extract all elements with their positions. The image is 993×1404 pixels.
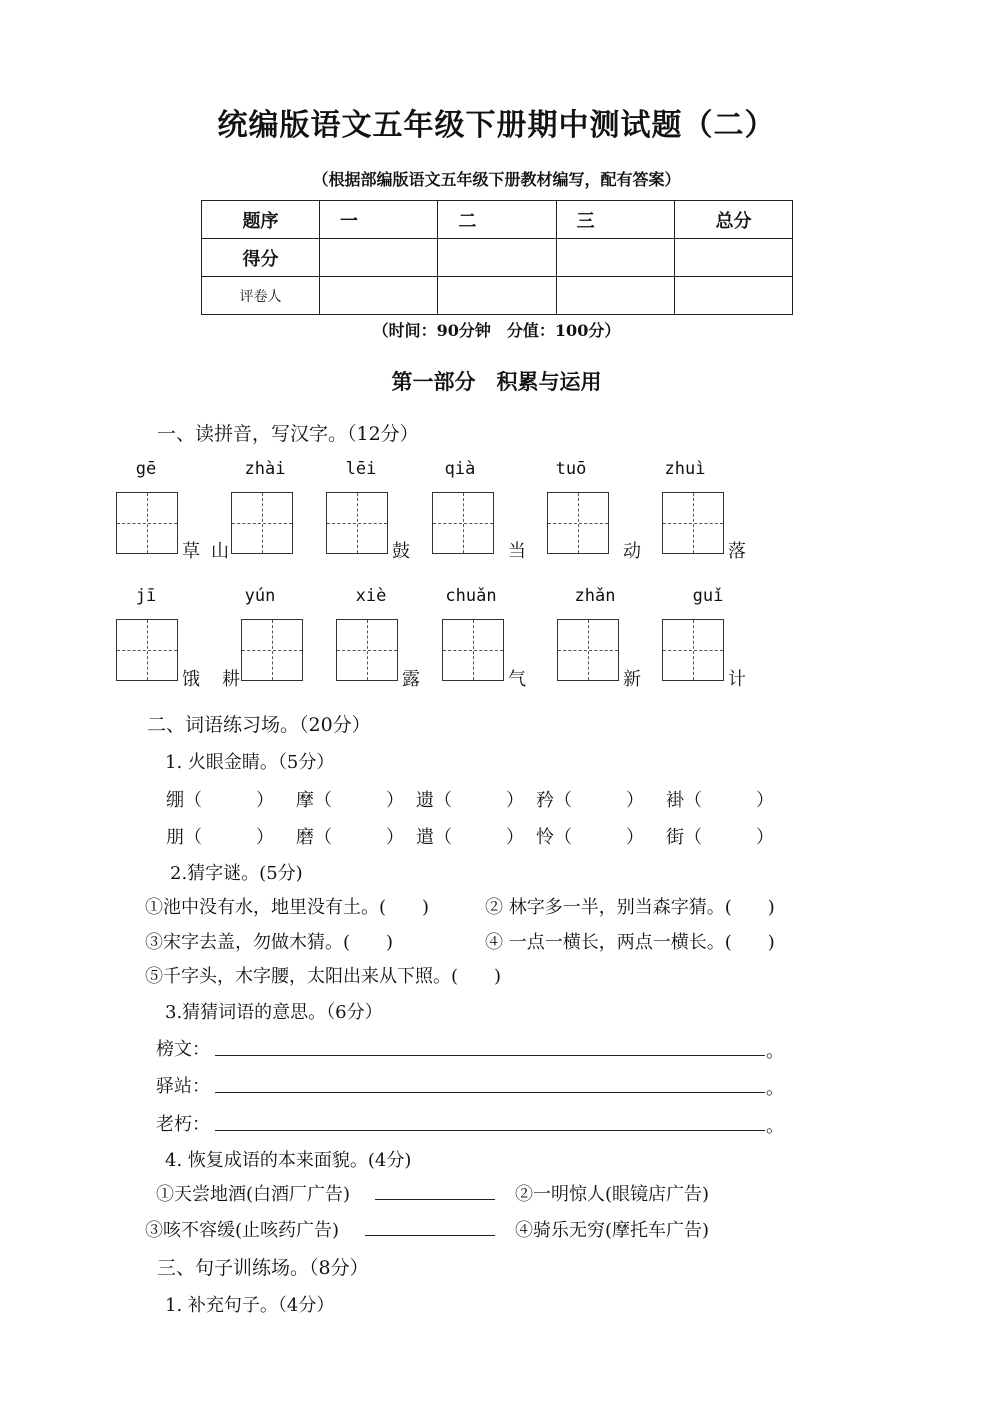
- word-label: 老朽：: [156, 1114, 210, 1135]
- answer-line[interactable]: [215, 1092, 765, 1093]
- char-label: 当: [508, 541, 526, 562]
- pinyin-label: zhuì: [664, 459, 706, 479]
- table-row: [202, 201, 793, 239]
- word-blank[interactable]: 怜（ ）: [536, 827, 644, 848]
- writing-box[interactable]: [662, 492, 724, 554]
- word-blank[interactable]: 朋（ ）: [166, 827, 274, 848]
- idiom-item: ②一明惊人(眼镜店广告): [515, 1184, 710, 1205]
- char-label: 动: [623, 541, 641, 562]
- section2-heading: 二、词语练习场。（20分）: [147, 714, 371, 736]
- riddle-item[interactable]: ①池中没有水，地里没有土。( ): [145, 897, 430, 918]
- question-title: 2.猜字谜。(5分): [170, 863, 303, 884]
- time-info: （时间：90分钟 分值：100分）: [372, 321, 621, 340]
- table-header-cell: 总分: [675, 201, 793, 239]
- table-cell[interactable]: [556, 239, 674, 277]
- word-label: 驿站：: [156, 1076, 210, 1097]
- char-label: 饿: [182, 669, 200, 690]
- riddle-item[interactable]: ⑤千字头，木字腰，太阳出来从下照。( ): [145, 966, 502, 987]
- period: 。: [766, 1078, 784, 1099]
- char-label: 计: [728, 669, 746, 690]
- answer-line[interactable]: [375, 1199, 495, 1200]
- pinyin-label: qià: [444, 459, 476, 479]
- writing-box[interactable]: [336, 619, 398, 681]
- pinyin-label: chuǎn: [445, 586, 497, 606]
- page-title: 统编版语文五年级下册期中测试题（二）: [217, 108, 776, 143]
- table-cell[interactable]: [438, 239, 556, 277]
- word-label: 榜文：: [156, 1039, 210, 1060]
- word-blank[interactable]: 绷（ ）: [166, 790, 274, 811]
- period: 。: [766, 1116, 784, 1137]
- row-label-score: 得分: [202, 239, 320, 277]
- writing-box[interactable]: [432, 492, 494, 554]
- char-label: 鼓: [392, 541, 410, 562]
- question-title: 3.猜猜词语的意思。（6分）: [165, 1002, 383, 1023]
- char-label: 气: [508, 669, 526, 690]
- section1-heading: 一、读拼音，写汉字。（12分）: [157, 423, 419, 445]
- word-blank[interactable]: 褂（ ）: [666, 790, 774, 811]
- word-blank[interactable]: 遗（ ）: [416, 790, 524, 811]
- writing-box[interactable]: [662, 619, 724, 681]
- table-cell[interactable]: [675, 277, 793, 315]
- char-label: 落: [728, 541, 746, 562]
- riddle-item[interactable]: ③宋字去盖，勿做木猜。( ): [145, 932, 394, 953]
- table-cell[interactable]: [438, 277, 556, 315]
- answer-line[interactable]: [365, 1235, 495, 1236]
- char-label: 耕: [222, 669, 240, 690]
- pinyin-label: yún: [244, 586, 276, 606]
- row-label-grader: 评卷人: [202, 277, 320, 315]
- writing-box[interactable]: [231, 492, 293, 554]
- answer-line[interactable]: [215, 1055, 765, 1056]
- table-row: [202, 239, 793, 277]
- char-label: 山: [211, 541, 229, 562]
- pinyin-label: gē: [135, 459, 157, 479]
- pinyin-label: zhài: [244, 459, 286, 479]
- writing-box[interactable]: [116, 619, 178, 681]
- table-cell[interactable]: [320, 277, 438, 315]
- answer-line[interactable]: [215, 1130, 765, 1131]
- idiom-item: ④骑乐无穷(摩托车广告): [515, 1220, 710, 1241]
- table-row: [202, 277, 793, 315]
- writing-box[interactable]: [241, 619, 303, 681]
- word-blank[interactable]: 街（ ）: [666, 827, 774, 848]
- table-cell[interactable]: [675, 239, 793, 277]
- table-cell[interactable]: [556, 277, 674, 315]
- table-header-cell: 二: [438, 201, 556, 239]
- table-header-cell: 题序: [202, 201, 320, 239]
- writing-box[interactable]: [442, 619, 504, 681]
- char-label: 新: [623, 669, 641, 690]
- part-heading: 第一部分 积累与运用: [391, 369, 602, 394]
- word-blank[interactable]: 磨（ ）: [296, 827, 404, 848]
- table-header-cell: 三: [556, 201, 674, 239]
- pinyin-label: tuō: [555, 459, 587, 479]
- writing-box[interactable]: [326, 492, 388, 554]
- question-title: 4. 恢复成语的本来面貌。(4分): [165, 1150, 412, 1171]
- period: 。: [766, 1041, 784, 1062]
- word-blank[interactable]: 摩（ ）: [296, 790, 404, 811]
- riddle-item[interactable]: ② 林字多一半，别当森字猜。( ): [485, 897, 775, 918]
- table-header-cell: 一: [320, 201, 438, 239]
- idiom-item: ①天尝地酒(白酒厂广告): [156, 1184, 351, 1205]
- word-blank[interactable]: 矜（ ）: [536, 790, 644, 811]
- word-blank[interactable]: 遣（ ）: [416, 827, 524, 848]
- pinyin-label: xiè: [355, 586, 387, 606]
- pinyin-label: lēi: [345, 459, 377, 479]
- idiom-item: ③咳不容缓(止咳药广告): [145, 1220, 340, 1241]
- score-table: [201, 200, 793, 315]
- pinyin-label: jī: [135, 586, 157, 606]
- pinyin-label: zhǎn: [574, 586, 616, 606]
- question-title: 1. 补充句子。（4分）: [165, 1295, 335, 1316]
- writing-box[interactable]: [547, 492, 609, 554]
- char-label: 草: [182, 541, 200, 562]
- pinyin-label: guǐ: [692, 586, 724, 606]
- char-label: 露: [402, 669, 420, 690]
- riddle-item[interactable]: ④ 一点一横长，两点一横长。( ): [485, 932, 775, 953]
- table-cell[interactable]: [320, 239, 438, 277]
- writing-box[interactable]: [557, 619, 619, 681]
- question-title: 1. 火眼金睛。（5分）: [165, 752, 335, 773]
- page-subtitle: （根据部编版语文五年级下册教材编写，配有答案）: [312, 170, 681, 189]
- section3-heading: 三、句子训练场。（8分）: [157, 1257, 369, 1279]
- writing-box[interactable]: [116, 492, 178, 554]
